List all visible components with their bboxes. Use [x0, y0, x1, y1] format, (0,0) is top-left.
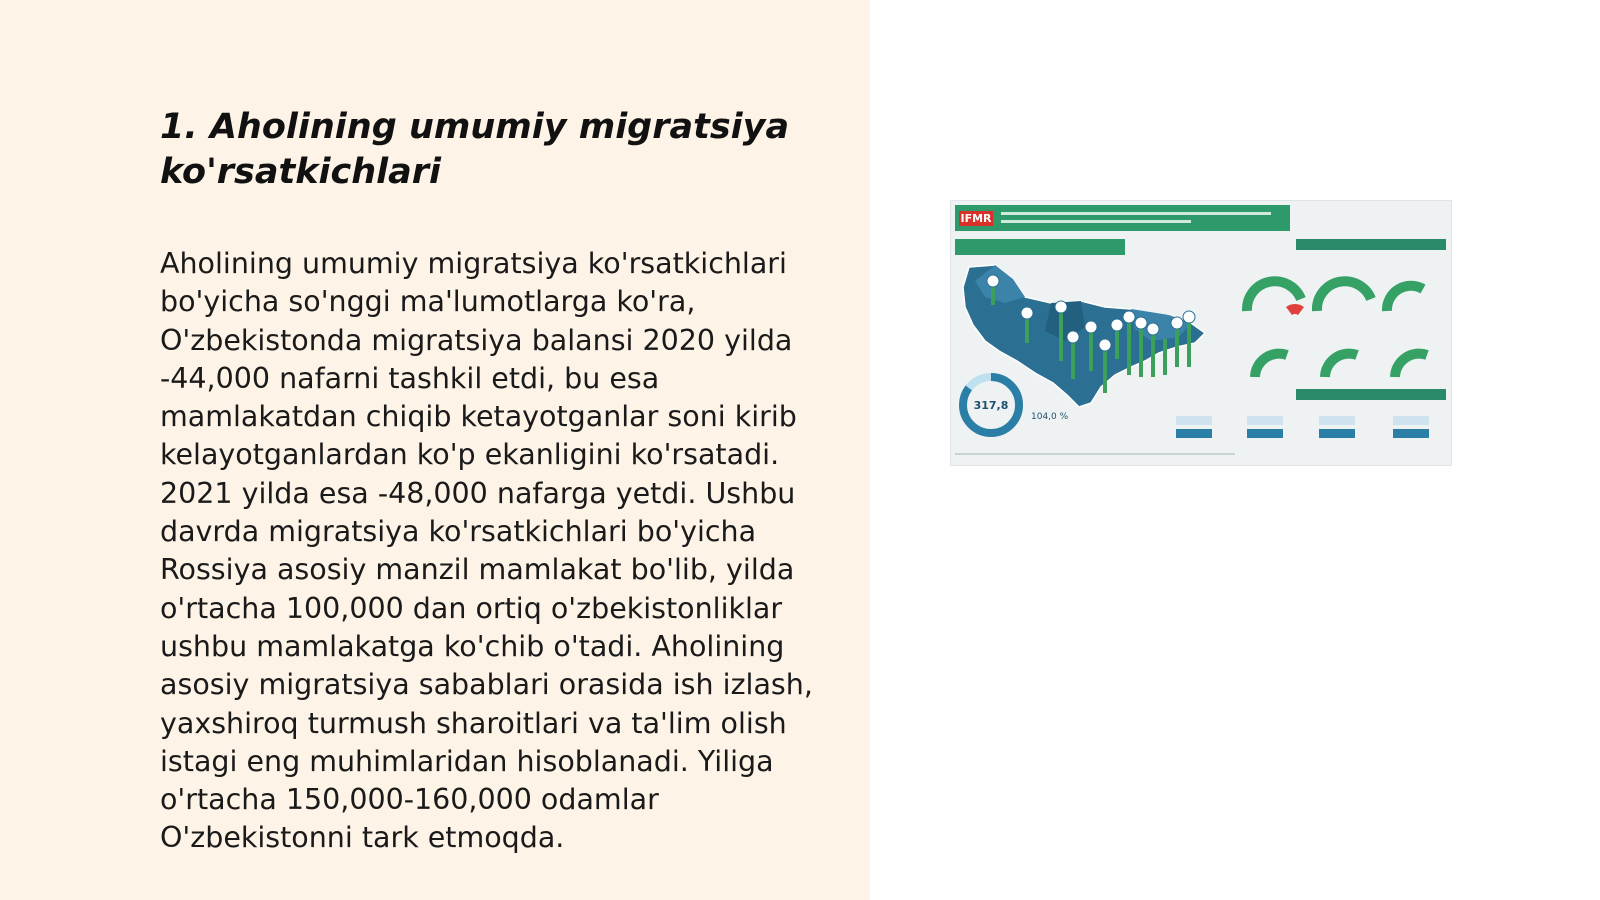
infographic-footer-line	[955, 453, 1235, 455]
gauge-chart	[1239, 259, 1309, 319]
donut-chart	[957, 371, 1025, 439]
stat-chip	[1176, 429, 1212, 438]
infographic-sub-header	[955, 239, 1125, 255]
header-text-line	[1001, 212, 1271, 215]
infographic-header	[955, 205, 1290, 231]
infographic-section-header	[1296, 389, 1446, 400]
stat-chip	[1319, 429, 1355, 438]
stat-chip	[1393, 429, 1429, 438]
gauge-chart	[1387, 325, 1452, 385]
infographic-image	[950, 200, 1452, 466]
gauge-chart	[1309, 259, 1379, 319]
stat-chip	[1176, 416, 1212, 425]
percent-label	[1029, 407, 1099, 423]
gauge-chart	[1317, 325, 1387, 385]
donut-value: 317,8	[973, 399, 1009, 412]
infographic-logo: IFMR	[960, 212, 992, 225]
slide-title: 1. Aholining umumiy migratsiya ko'rsatkichlari	[160, 107, 790, 192]
stat-chip	[1393, 416, 1429, 425]
stat-chip	[1247, 429, 1283, 438]
gauge-chart	[1379, 259, 1449, 319]
infographic-section-header	[1296, 239, 1446, 250]
header-text-line	[1001, 220, 1191, 223]
percent-value: 104,0 %	[1031, 412, 1069, 422]
stat-chip	[1247, 416, 1283, 425]
slide-body-text: Aholining umumiy migratsiya ko'rsatkichlari bo'yicha so'nggi ma'lumotlarga ko'ra, O'zbekistonda migratsiya balansi 2020 yilda -44,000 nafarni tashkil etdi, bu esa mamlakatdan chiqib ketayotganlar soni kirib kelayotganlardan ko'p ekanligini ko'rsatadi. 2021 yilda esa -48,000 nafarga yetdi. Ushbu davrda migratsiya ko'rsatkichlari bo'yicha Rossiya asosiy manzil mamlakat bo'lib, yilda o'rtacha 100,000 dan ortiq o'zbekistonliklar ushbu mamlakatga ko'chib o'tadi. Aholining asosiy migratsiya sabablari orasida ish izlash, yaxshiroq turmush sharoitlari va ta'lim olish istagi eng muhimlaridan hisoblanadi. Yiliga o'rtacha 150,000-160,000 odamlar O'zbekistonni tark etmoqda.	[160, 247, 813, 855]
gauge-chart	[1247, 325, 1317, 385]
stat-chip	[1319, 416, 1355, 425]
